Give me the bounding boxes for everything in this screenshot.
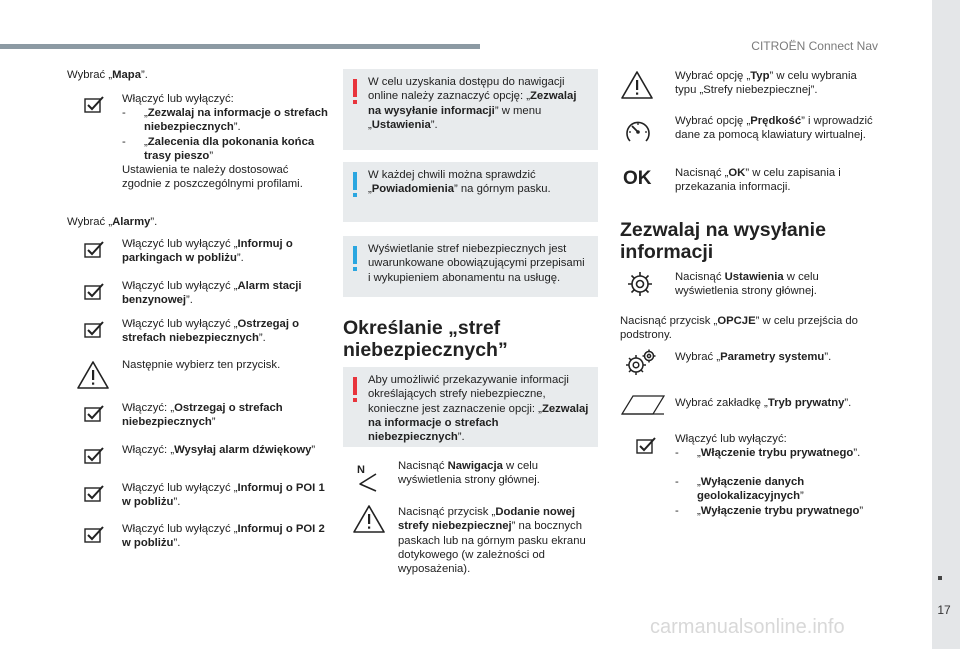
- gear-icon: [626, 270, 654, 298]
- note-online-nav-text: W celu uzyskania dostępu do nawigacji online należy zaznaczyć opcję: „Zezwalaj na wysyłanie informacji” w menu „Ustawienia”.: [368, 76, 577, 131]
- select-map-text: Wybrać „Mapa”.: [67, 69, 148, 81]
- info-mark: [353, 246, 357, 264]
- alert-dot: [353, 398, 357, 402]
- checkbox-icon: [84, 241, 104, 258]
- tab-icon: [621, 394, 665, 416]
- warning-icon: [352, 504, 386, 534]
- heading-allow-sending: Zezwalaj na wysyłanie informacji: [620, 219, 826, 263]
- checkbox-icon: [84, 321, 104, 338]
- nav-step: Nacisnąć Nawigacja w celu wyświetlenia strony głównej.: [398, 460, 540, 487]
- danger-zone-toggle: Włączyć lub wyłączyć „Ostrzegaj o strefach niebezpiecznych”.: [122, 318, 300, 345]
- select-alarms-text: Wybrać „Alarmy”.: [67, 216, 158, 228]
- type-step: Wybrać opcję „Typ” w celu wybrania typu „Strefy niebezpiecznej”.: [675, 70, 857, 97]
- settings-profile-note: Ustawienia te należy dostosować zgodnie z poszczególnymi profilami.: [122, 164, 303, 191]
- note-online-nav: [343, 69, 598, 150]
- speedometer-icon: [624, 118, 652, 146]
- note-notifications-text: W każdej chwili można sprawdzić „Powiadomienia” na górnym pasku.: [368, 169, 551, 196]
- checkbox-icon: [84, 96, 104, 113]
- checkbox-icon: [84, 283, 104, 300]
- settings-step: Nacisnąć Ustawienia w celu wyświetlenia strony głównej.: [675, 271, 819, 298]
- option-private-on: - „Włączenie trybu prywatnego”.: [675, 447, 861, 459]
- page-dot: [938, 576, 942, 580]
- alert-mark: [353, 79, 357, 97]
- page-header: CITROËN Connect Nav: [751, 39, 878, 53]
- warning-icon: [620, 70, 654, 100]
- option-geoloc-off: - „Wyłączenie danych geolokalizacyjnych”: [675, 476, 805, 503]
- poi2-toggle: Włączyć lub wyłączyć „Informuj o POI 2 w pobliżu”.: [122, 523, 325, 550]
- warning-icon: [76, 360, 110, 390]
- speed-step: Wybrać opcję „Prędkość” i wprowadzić dane za pomocą klawiatury wirtualnej.: [675, 115, 873, 142]
- ok-step: Nacisnąć „OK” w celu zapisania i przekazania informacji.: [675, 167, 841, 194]
- option-zones-info: - „Zezwalaj na informacje o strefach niebezpiecznych”.: [122, 107, 328, 134]
- navigation-icon: [356, 462, 380, 492]
- new-zone-step: Nacisnąć przycisk „Dodanie nowej strefy niebezpiecznej” na bocznych paskach lub na górnym pasku ekranu dotykowego (w zależności od wyposażenia).: [398, 506, 586, 576]
- private-tab-step: Wybrać zakładkę „Tryb prywatny”.: [675, 397, 852, 409]
- toggle-intro-2: Włączyć lub wyłączyć:: [675, 433, 787, 445]
- then-select-text: Następnie wybierz ten przycisk.: [122, 359, 281, 371]
- side-strip: [932, 0, 960, 649]
- note-zone-display: [343, 236, 598, 297]
- checkbox-icon: [84, 526, 104, 543]
- heading-define-zones: Określanie „stref niebezpiecznych”: [343, 317, 508, 361]
- note-notifications: [343, 162, 598, 222]
- option-private-off: - „Wyłączenie trybu prywatnego”: [675, 505, 864, 517]
- poi1-toggle: Włączyć lub wyłączyć „Informuj o POI 1 w pobliżu”.: [122, 482, 325, 509]
- page-number: 17: [937, 603, 951, 617]
- ok-button-icon: OK: [623, 168, 652, 189]
- checkbox-icon: [84, 485, 104, 502]
- checkbox-icon: [84, 405, 104, 422]
- info-dot: [353, 267, 357, 271]
- checkbox-icon: [636, 437, 656, 454]
- enable-warn-toggle: Włączyć: „Ostrzegaj o strefach niebezpiecznych”: [122, 402, 283, 429]
- note-enable-zones-text: Aby umożliwić przekazywanie informacji określających strefy niebezpieczne, konieczne jest zaznaczenie opcji: „Zezwalaj na informacje o strefach niebezpiecznych”.: [368, 374, 589, 444]
- info-mark: [353, 172, 357, 190]
- system-settings-icon: [625, 349, 657, 377]
- sound-alarm-toggle: Włączyć: „Wysyłaj alarm dźwiękowy”: [122, 444, 316, 456]
- option-walk-advice: - „Zalecenia dla pokonania końca trasy pieszo”: [122, 136, 315, 163]
- system-params-step: Wybrać „Parametry systemu”.: [675, 351, 832, 363]
- watermark: carmanualsonline.info: [650, 616, 845, 638]
- note-enable-zones: [343, 367, 598, 447]
- options-step: Nacisnąć przycisk „OPCJE” w celu przejścia do podstrony.: [620, 315, 858, 342]
- note-zone-display-text: Wyświetlanie stref niebezpiecznych jest uwarunkowane obowiązującymi przepisami i wykupieniem abonamentu na usługę.: [368, 243, 585, 284]
- top-rule: [0, 44, 480, 49]
- info-dot: [353, 193, 357, 197]
- parking-toggle: Włączyć lub wyłączyć „Informuj o parkingach w pobliżu”.: [122, 238, 293, 265]
- alert-dot: [353, 100, 357, 104]
- svg-text:N: N: [357, 464, 365, 476]
- checkbox-icon: [84, 447, 104, 464]
- alert-mark: [353, 377, 357, 395]
- toggle-intro-1: Włączyć lub wyłączyć:: [122, 93, 234, 105]
- gas-station-toggle: Włączyć lub wyłączyć „Alarm stacji benzynowej”.: [122, 280, 302, 307]
